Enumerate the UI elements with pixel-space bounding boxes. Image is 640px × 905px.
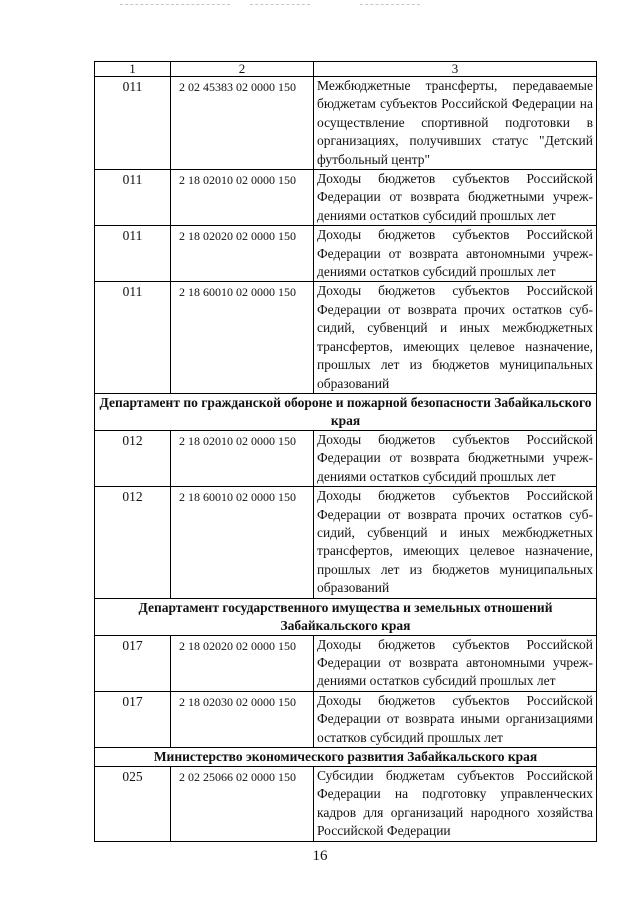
admin-code-cell: 011 [95,77,171,170]
department-header-row [95,393,597,430]
income-name-cell: Доходы бюджетов субъектов Российской Федерации от возврата бюджетными учреждениями остатков субсидий прошлых лет [314,170,597,226]
admin-code-cell: 025 [95,767,171,842]
admin-code-cell: 012 [95,487,171,598]
admin-code-cell: 017 [95,691,171,747]
table-row [95,226,597,282]
department-name: Министерство экономического развития Забайкальского края [95,748,597,767]
table-row [95,487,597,598]
table-row [95,691,597,747]
income-name-cell: Доходы бюджетов субъектов Российской Федерации от возврата иными организациями остатков субсидий прошлых лет [314,691,597,747]
revenue-codes-table [94,61,596,842]
budget-code-cell: 2 18 60010 02 0000 150 [171,282,314,393]
scan-artifact-line [250,4,310,5]
budget-code-cell: 2 18 02010 02 0000 150 [171,430,314,486]
department-header-row [95,748,597,767]
admin-code-cell: 011 [95,170,171,226]
table-header-row [95,62,597,77]
admin-code-cell: 017 [95,635,171,691]
column-header-1: 1 [95,62,171,77]
admin-code-cell: 012 [95,430,171,486]
budget-code-cell: 2 18 02020 02 0000 150 [171,635,314,691]
table-row [95,430,597,486]
budget-code-cell: 2 02 25066 02 0000 150 [171,767,314,842]
admin-code-cell: 011 [95,226,171,282]
income-name-cell: Доходы бюджетов субъектов Российской Федерации от возврата прочих остатков субсидий, субвенций и иных межбюджетных трансфертов, имеющих целевое назначение, прошлых лет из бюджетов муниципальных образований [314,282,597,393]
table-row [95,635,597,691]
income-name-cell: Доходы бюджетов субъектов Российской Федерации от возврата прочих остатков субсидий, субвенций и иных межбюджетных трансфертов, имеющих целевое назначение, прошлых лет из бюджетов муниципальных образований [314,487,597,598]
table-row [95,282,597,393]
table-row [95,767,597,842]
column-header-3: 3 [314,62,597,77]
budget-code-cell: 2 18 02010 02 0000 150 [171,170,314,226]
page-number: 16 [312,848,328,864]
department-name: Департамент государственного имущества и земельных отношений Забайкальского края [95,598,597,635]
column-header-2: 2 [171,62,314,77]
table-row [95,77,597,170]
income-name-cell: Доходы бюджетов субъектов Российской Федерации от возврата автономными учреждениями остатков субсидий прошлых лет [314,226,597,282]
scan-artifact-line [120,4,230,5]
budget-code-cell: 2 02 45383 02 0000 150 [171,77,314,170]
admin-code-cell: 011 [95,282,171,393]
income-name-cell: Доходы бюджетов субъектов Российской Федерации от возврата автономными учреждениями остатков субсидий прошлых лет [314,635,597,691]
budget-code-cell: 2 18 02030 02 0000 150 [171,691,314,747]
department-header-row [95,598,597,635]
income-name-cell: Межбюджетные трансферты, передаваемые бюджетам субъектов Российской Федерации на осуществление спортивной подготовки в организациях, получивших статус "Детский футбольный центр" [314,77,597,170]
scan-artifact-line [360,4,420,5]
income-name-cell: Доходы бюджетов субъектов Российской Федерации от возврата бюджетными учреждениями остатков субсидий прошлых лет [314,430,597,486]
department-name: Департамент по гражданской обороне и пожарной безопасности Забайкальского края [95,393,597,430]
budget-code-cell: 2 18 60010 02 0000 150 [171,487,314,598]
budget-code-cell: 2 18 02020 02 0000 150 [171,226,314,282]
table-row [95,170,597,226]
income-name-cell: Субсидии бюджетам субъектов Российской Федерации на подготовку управленческих кадров для организаций народного хозяйства Российской Федерации [314,767,597,842]
